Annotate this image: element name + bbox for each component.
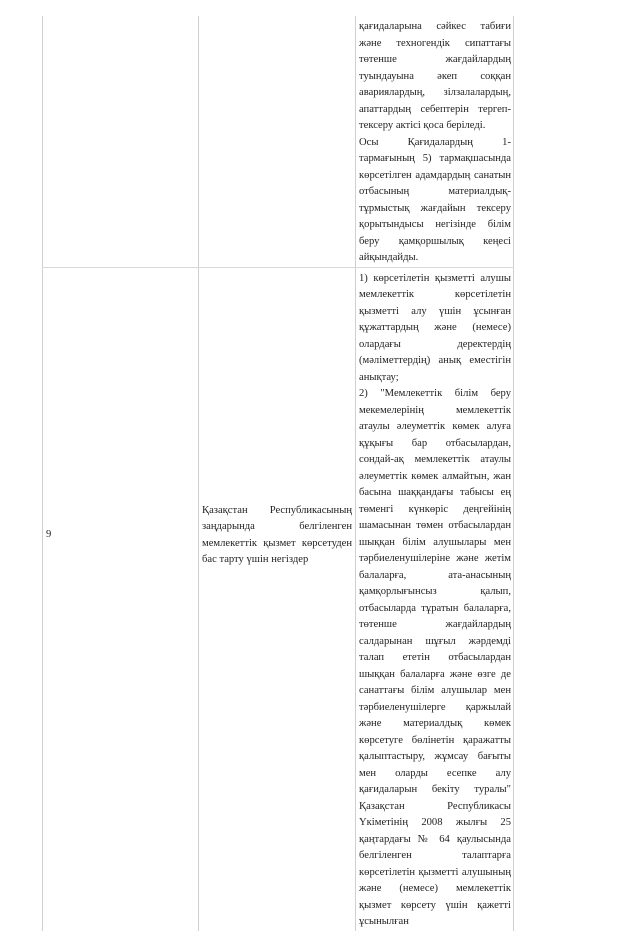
paragraph: 2) "Мемлекеттік білім беру мекемелерінің мемлекеттік атаулы әлеуметтік көмек алуға құқығы бар отбасылардан, сондай-ақ мемлекеттік атаулы әлеуметтік көмек алмайтын, жан басына шаққандағы табысы ең төменгі күнкөріс деңгейінің шамасынан төмен отбасылардан шыққан білім алушылары мен тәрбиеленушілеріне және жетім балаларға, ата-анасының қамқорлығынсыз қалып, отбасыларда тұратын балаларға, төтенше жағдайлардың салдарынан шұғыл жәрдемді талап ететін отбасылардан шыққан балаларға және өзге де санаттағы білім алушылар мен тәрбиеленушілерге қаржылай және материалдық көмек көрсетуге бөлінетін қаражатты қалыптастыру, жұмсау бағыты мен оларды есепке алу қағидаларын бекіту туралы" Қазақстан Республикасы Үкіметінің 2008 жылғы 25 қаңтардағы № 64 қаулысында белгіленген талаптарға көрсетілетін қызметті алушының және (немесе) мемлекеттік қызмет көрсету үшін қажетті ұсынылған [359, 388, 511, 927]
row-description-cell [356, 16, 514, 267]
paragraph: 1) көрсетілетін қызметті алушы мемлекеттік көрсетілетін қызметті алу үшін ұсынған құжаттардың және (немесе) олардағы деректердің (мәліметтердің) анық еместігін анықтау; [359, 272, 511, 383]
row-description-cell [356, 267, 514, 931]
paragraph: Осы Қағидалардың 1-тармағының 5) тармақшасында көрсетілген адамдардың санатын отбасының материалдық-тұрмыстық жағдайын тексеру қорытындысы негізінде білім беру қамқоршылық кеңесі айқындайды. [359, 136, 511, 263]
row-number-cell [43, 267, 199, 931]
row-number-cell [43, 16, 199, 267]
service-standard-table [42, 16, 514, 931]
description-text [356, 268, 513, 931]
row-name-cell [199, 16, 356, 267]
paragraph: қағидаларына сәйкес табиғи және техногендік сипаттағы төтенше жағдайлардың туындауына әкеп соққан авариялардың, зілзалалардың, апаттардың себептерін тергеп-тексеру актісі қоса беріледі. [359, 21, 511, 131]
row-name-cell [199, 267, 356, 931]
row-number: 9 [46, 529, 52, 541]
table-row [43, 16, 514, 267]
table-row [43, 267, 514, 931]
description-text [356, 16, 513, 267]
row-name: Қазақстан Республикасының заңдарында белгіленген мемлекеттік қызмет көрсетуден бас тарту үшін негіздер [202, 504, 352, 565]
